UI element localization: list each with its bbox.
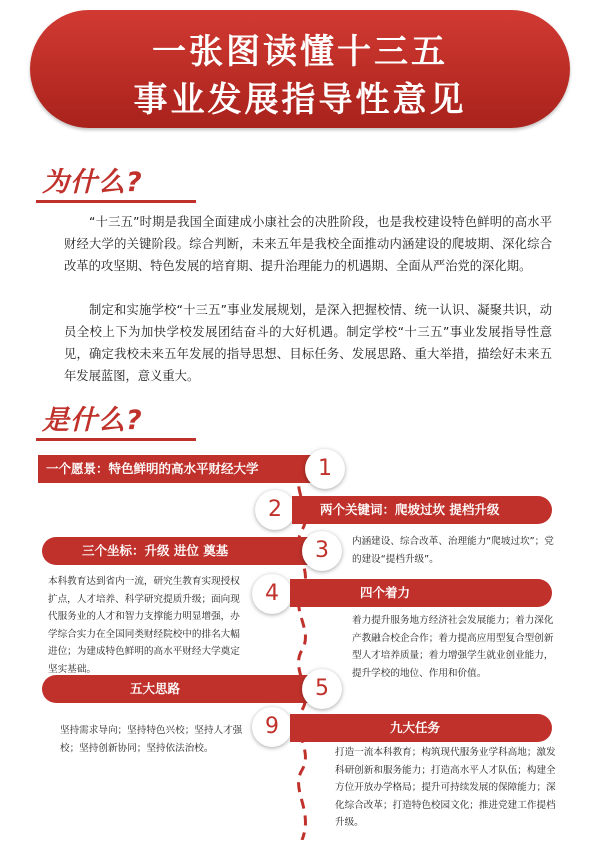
number-badge-9: 9 <box>252 707 292 747</box>
ideas-label: 五大思路 <box>130 681 181 696</box>
title-line-1: 一张图读懂十三五 <box>152 32 448 72</box>
focus-label: 四个着力 <box>360 585 411 600</box>
why-paragraph-1: “十三五”时期是我国全面建成小康社会的决胜阶段，也是我校建设特色鲜明的高水平财经大学的关键阶段。综合判断，未来五年是我校全面推动内涵建设的爬坡期、深化综合改革的攻坚期、特色发展的培育期、提升治理能力的机遇期、全面从严治党的深化期。 <box>64 215 552 273</box>
why-heading: 为什么? <box>42 167 143 198</box>
keywords-label: 两个关键词：爬坡过坎 提档升级 <box>320 502 500 517</box>
coordinates-bar <box>42 537 322 565</box>
focus-bar <box>290 579 552 607</box>
number-badge-4: 4 <box>252 574 292 614</box>
ideas-description: 坚持需求导向；坚持特色兴校；坚持人才强校；坚持创新协同；坚持依法治校。 <box>60 725 243 754</box>
what-underline <box>36 438 196 441</box>
number-badge-3: 3 <box>302 531 342 571</box>
number-badge-2: 2 <box>255 490 295 530</box>
title-line-2: 事业发展指导性意见 <box>133 80 467 120</box>
tasks-label: 九大任务 <box>390 720 441 735</box>
coordinates-label: 三个坐标：升级 进位 奠基 <box>82 543 229 558</box>
title-banner <box>30 10 570 128</box>
tasks-bar <box>290 714 552 742</box>
why-paragraph-2: 制定和实施学校“十三五”事业发展规划，是深入把握校情、统一认识、凝聚共识，动员全校上下为加快学校发展团结奋斗的大好机遇。制定学校“十三五”事业发展指导性意见，确定我校未来五年发展的指导思想、目标任务、发展思路、重大举措，描绘好未来五年发展蓝图，意义重大。 <box>64 303 552 383</box>
number-badge-5: 5 <box>302 669 342 709</box>
what-heading: 是什么? <box>42 405 143 436</box>
ideas-bar <box>42 675 320 703</box>
connector-spine <box>286 470 316 840</box>
vision-label: 一个愿景：特色鲜明的高水平财经大学 <box>46 461 259 476</box>
keywords-description: 内涵建设、综合改革、治理能力“爬坡过坎”；党的建设“提档升级”。 <box>352 536 554 565</box>
tasks-description: 打造一流本科教育；构筑现代服务业学科高地；激发科研创新和服务能力；打造高水平人才队伍；构建全方位开放办学格局；提升可持续发展的保障能力；深化综合改革；打造特色校园文化；推进党建工作提档升级。 <box>335 747 556 828</box>
why-underline <box>36 200 196 203</box>
coordinates-description: 本科教育达到省内一流，研究生教育实现授权扩点，人才培养、科学研究提质升级；面向现代服务业的人才和智力支撑能力明显增强，办学综合实力在全国同类财经院校中的排名大幅进位；为建成特色鲜明的高水平财经大学奠定坚实基础。 <box>48 576 240 675</box>
focus-description: 着力提升服务地方经济社会发展能力；着力深化产教融合校企合作；着力提高应用型复合型创新型人才培养质量；着力增强学生就业创业能力，提升学校的地位、作用和价值。 <box>352 615 554 679</box>
number-badge-1: 1 <box>305 449 345 489</box>
keywords-bar <box>292 496 552 524</box>
vision-bar <box>38 455 328 483</box>
